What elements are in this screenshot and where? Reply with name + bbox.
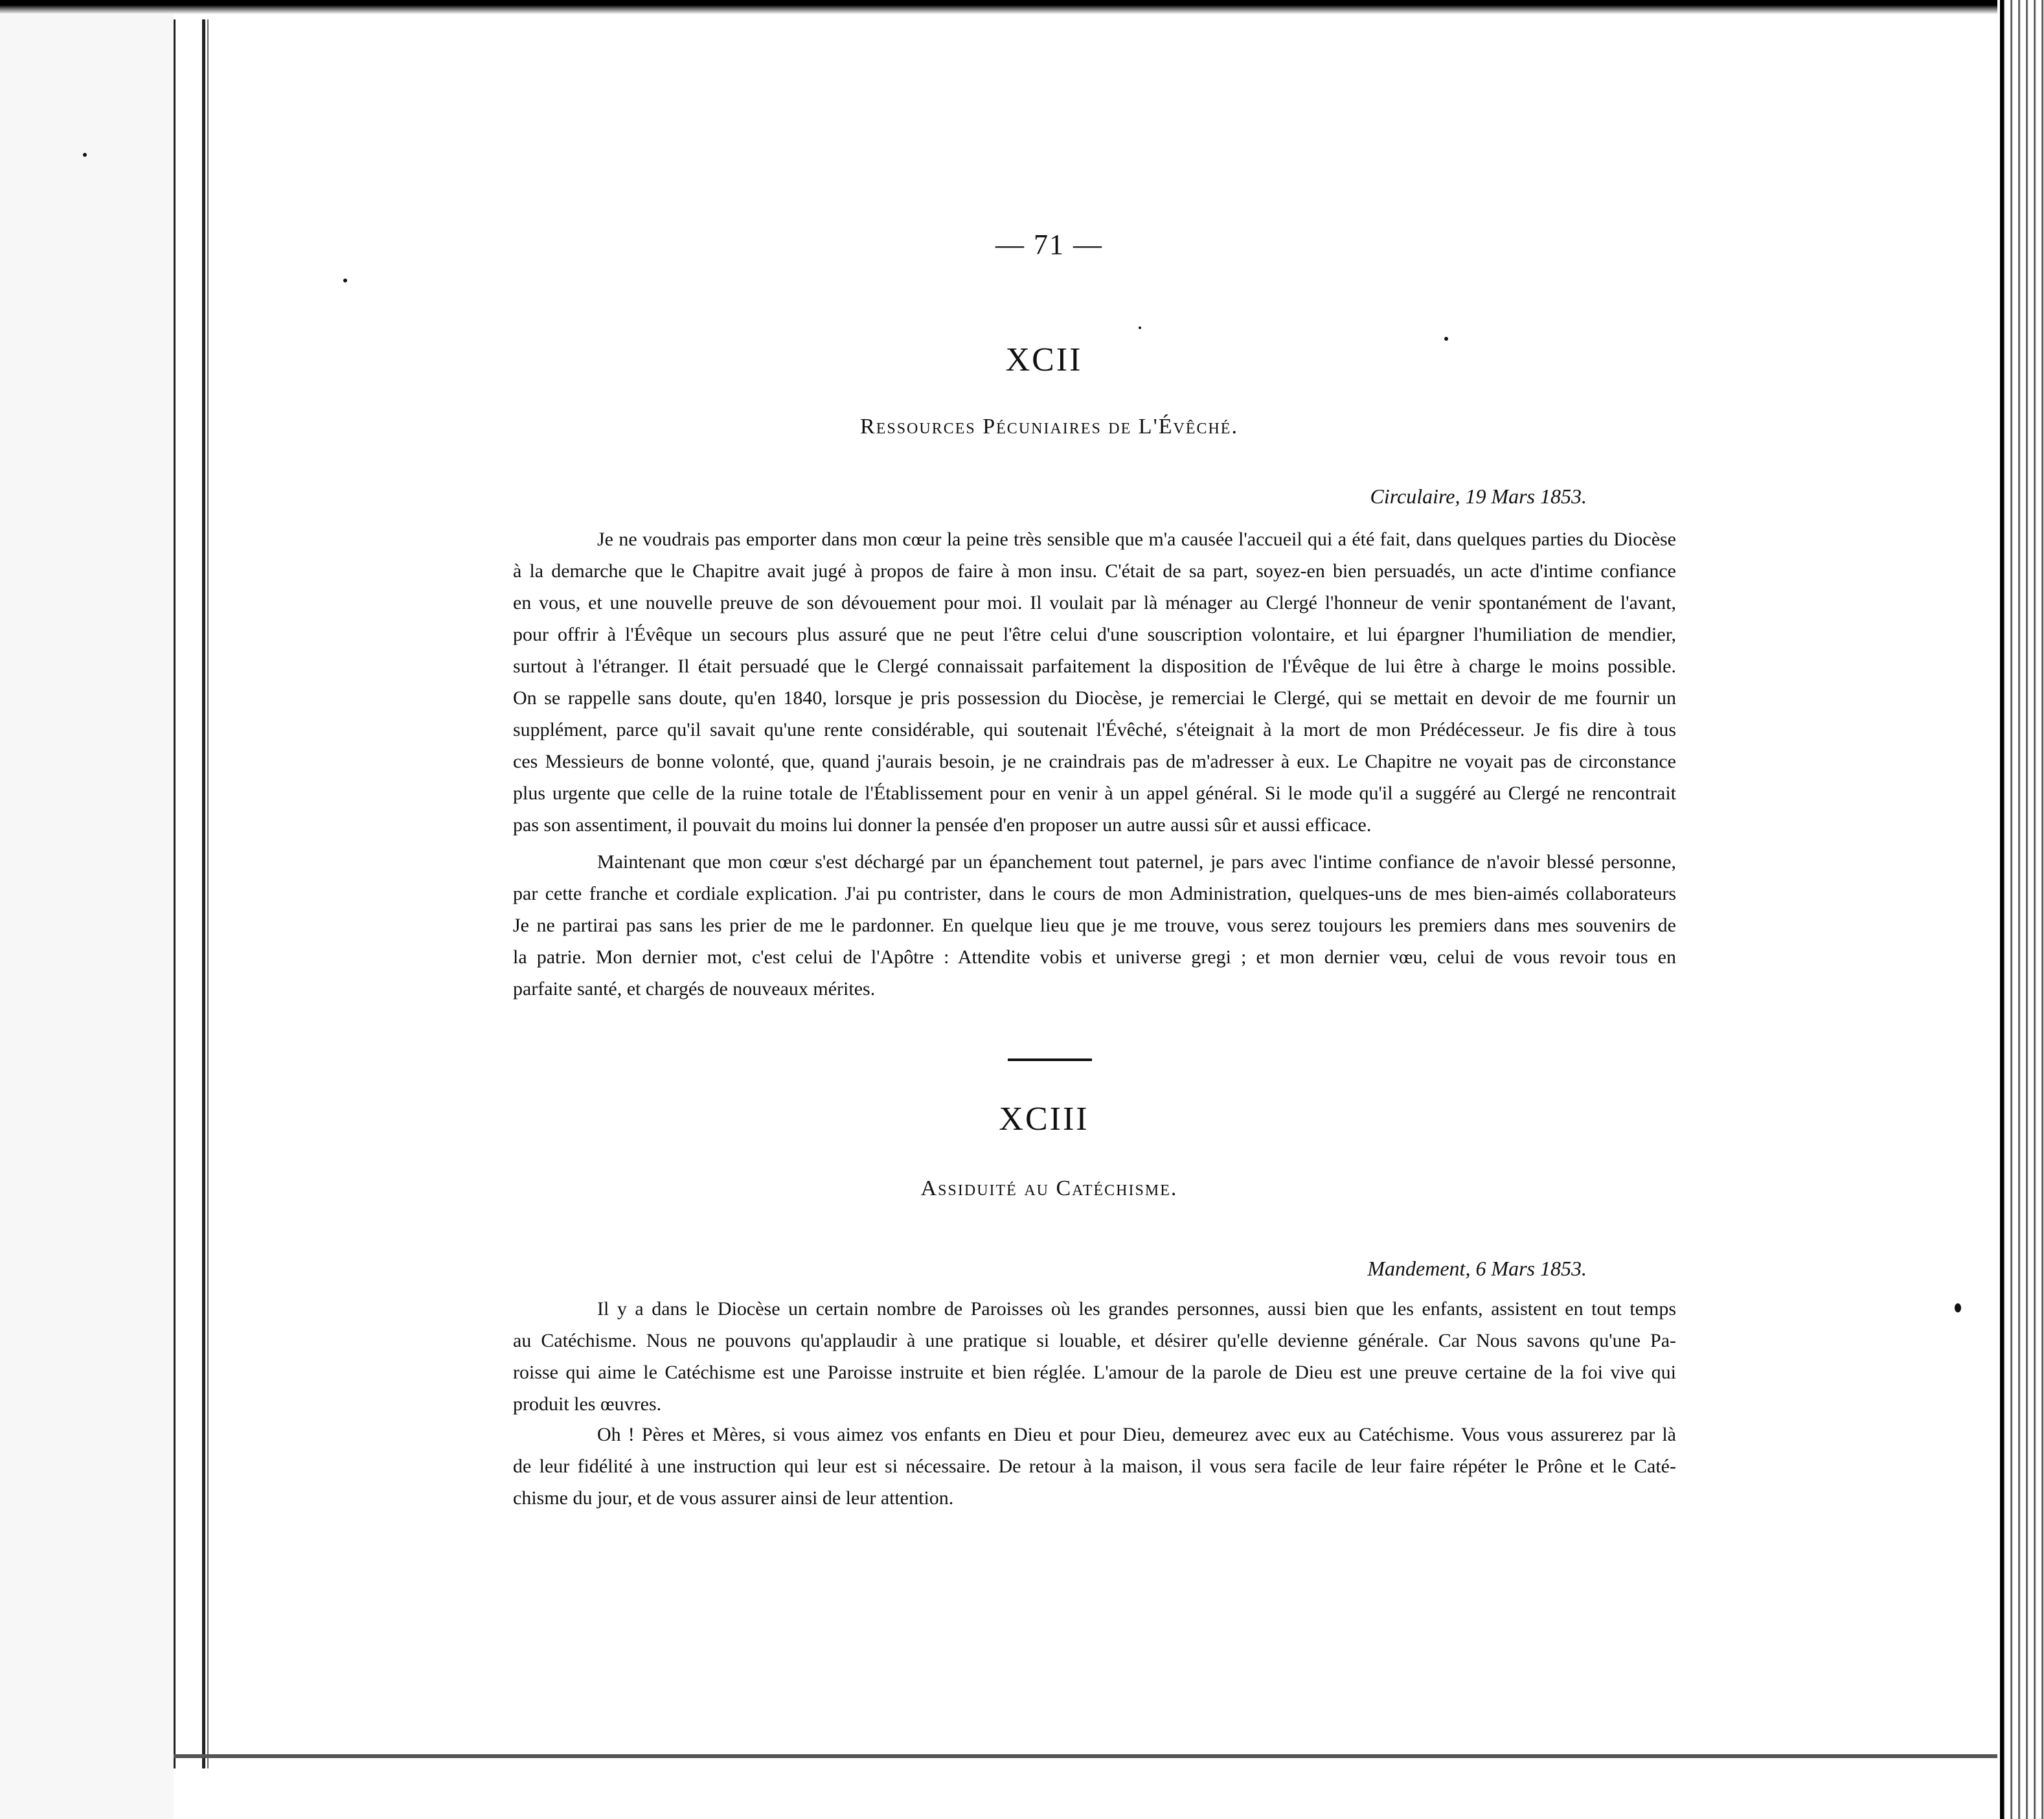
dateline — [1231, 485, 1587, 509]
page-edge-shadow — [207, 19, 209, 1768]
gutter-line — [174, 19, 176, 1768]
text-line: pour offrir à l'Évêque un secours plus assuré que ne peut l'être celui d'une souscription volontaire, et lui épargner l'humiliation de mendier, — [513, 624, 1676, 645]
dust-speck — [1955, 1303, 1961, 1312]
text-line: Je ne voudrais pas emporter dans mon cœur la peine très sensible que m'a causée l'accueil qui a été fait, dans quelques parties du Diocèse — [597, 529, 1676, 550]
page-edge-line — [202, 19, 205, 1768]
page-right-border — [2000, 0, 2004, 1819]
section-title: Assiduité au Catéchisme. — [920, 1176, 1178, 1200]
text-line: ces Messieurs de bonne volonté, que, quand j'aurais besoin, je ne craindrais pas de m'adresser à eux. Le Chapitre ne voyait pas de circonstance — [513, 751, 1676, 772]
section-title: Ressources Pécuniaires de L'Évêché. — [860, 415, 1238, 439]
section-divider — [1008, 1058, 1092, 1061]
dateline-date: 6 Mars 1853. — [1475, 1257, 1587, 1280]
dust-speck — [1444, 337, 1448, 341]
page-stack-edge — [1997, 0, 2044, 1819]
text-line: en vous, et une nouvelle preuve de son dévouement pour moi. Il voulait par là ménager au Clergé l'honneur de venir spontanément de l'avant, — [513, 592, 1676, 613]
page-bottom-border — [174, 1754, 1997, 1758]
text-line: Oh ! Pères et Mères, si vous aimez vos enfants en Dieu et pour Dieu, demeurez avec eux au Catéchisme. Vous vous assurerez par là — [597, 1424, 1676, 1445]
text-line: supplément, parce qu'il savait qu'une rente considérable, qui soutenait l'Évêché, s'éteignait à la mort de mon Prédécesseur. Je fis dire à tous — [513, 719, 1676, 740]
paragraph — [429, 1293, 1676, 1420]
text-line: au Catéchisme. Nous ne pouvons qu'applaudir à une pratique si louable, et désirer qu'elle devienne générale. Car Nous savons qu'une Pa- — [513, 1330, 1676, 1351]
section-number: XCIII — [999, 1101, 1089, 1138]
text-line: par cette franche et cordiale explication. J'ai pu contrister, dans le cours de mon Administration, quelques-uns de mes bien-aimés collaborateurs — [513, 883, 1676, 904]
text-line: Je ne partirai pas sans les prier de me le pardonner. En quelque lieu que je me trouve, vous serez toujours les premiers dans mes souvenirs de — [513, 915, 1676, 936]
text-line: On se rappelle sans doute, qu'en 1840, lorsque je pris possession du Diocèse, je remerciai le Clergé, qui se mettait en devoir de me fournir un — [513, 687, 1676, 709]
text-line: Il y a dans le Diocèse un certain nombre de Paroisses où les grandes personnes, aussi bien que les enfants, assistent en tout temps — [597, 1298, 1676, 1320]
text-line: la patrie. Mon dernier mot, c'est celui de l'Apôtre : Attendite vobis et universe gregi ; et mon dernier vœu, celui de vous revoir tous en — [513, 946, 1676, 968]
text-line: chisme du jour, et de vous assurer ainsi de leur attention. — [513, 1487, 954, 1509]
text-line: de leur fidélité à une instruction qui leur est si nécessaire. De retour à la maison, il vous sera facile de leur faire répéter le Prône et le Caté- — [513, 1456, 1676, 1477]
dust-speck — [1139, 326, 1141, 329]
text-line: Maintenant que mon cœur s'est déchargé par un épanchement tout paternel, je pars avec l'intime confiance de n'avoir blessé personne, — [597, 851, 1676, 873]
facing-page-margin — [0, 14, 174, 1819]
dateline-kind: Circulaire, — [1370, 485, 1460, 508]
text-line: à la demarche que le Chapitre avait jugé à propos de faire à mon insu. C'était de sa part, soyez-en bien persuadés, un acte d'intime confiance — [513, 560, 1676, 582]
text-line: roisse qui aime le Catéchisme est une Paroisse instruite et bien réglée. L'amour de la parole de Dieu est une preuve certaine de la foi vive qui — [513, 1362, 1676, 1383]
text-line: surtout à l'étranger. Il était persuadé que le Clergé connaissait parfaitement la disposition de l'Évêque de lui être à charge le moins possible. — [513, 656, 1676, 677]
text-line: plus urgente que celle de la ruine totale de l'Établissement pour en venir à un appel général. Si le mode qu'il a suggéré au Clergé ne rencontrait — [513, 783, 1676, 804]
paragraph — [429, 846, 1676, 1005]
dateline-date: 19 Mars 1853. — [1465, 485, 1587, 508]
text-line: produit les œuvres. — [513, 1393, 662, 1415]
paragraph — [429, 1419, 1676, 1514]
dust-speck — [83, 153, 87, 157]
text-line: parfaite santé, et chargés de nouveaux mérites. — [513, 978, 876, 1000]
dateline — [1231, 1257, 1587, 1281]
scan-top-edge — [0, 0, 2044, 14]
section-number: XCII — [1005, 341, 1083, 378]
dateline-kind: Mandement, — [1367, 1257, 1471, 1280]
page-number: — 71 — — [995, 229, 1103, 260]
paragraph — [429, 523, 1676, 841]
dust-speck — [343, 279, 347, 282]
text-line: pas son assentiment, il pouvait du moins lui donner la pensée d'en proposer un autre aussi sûr et aussi efficace. — [513, 814, 1372, 836]
